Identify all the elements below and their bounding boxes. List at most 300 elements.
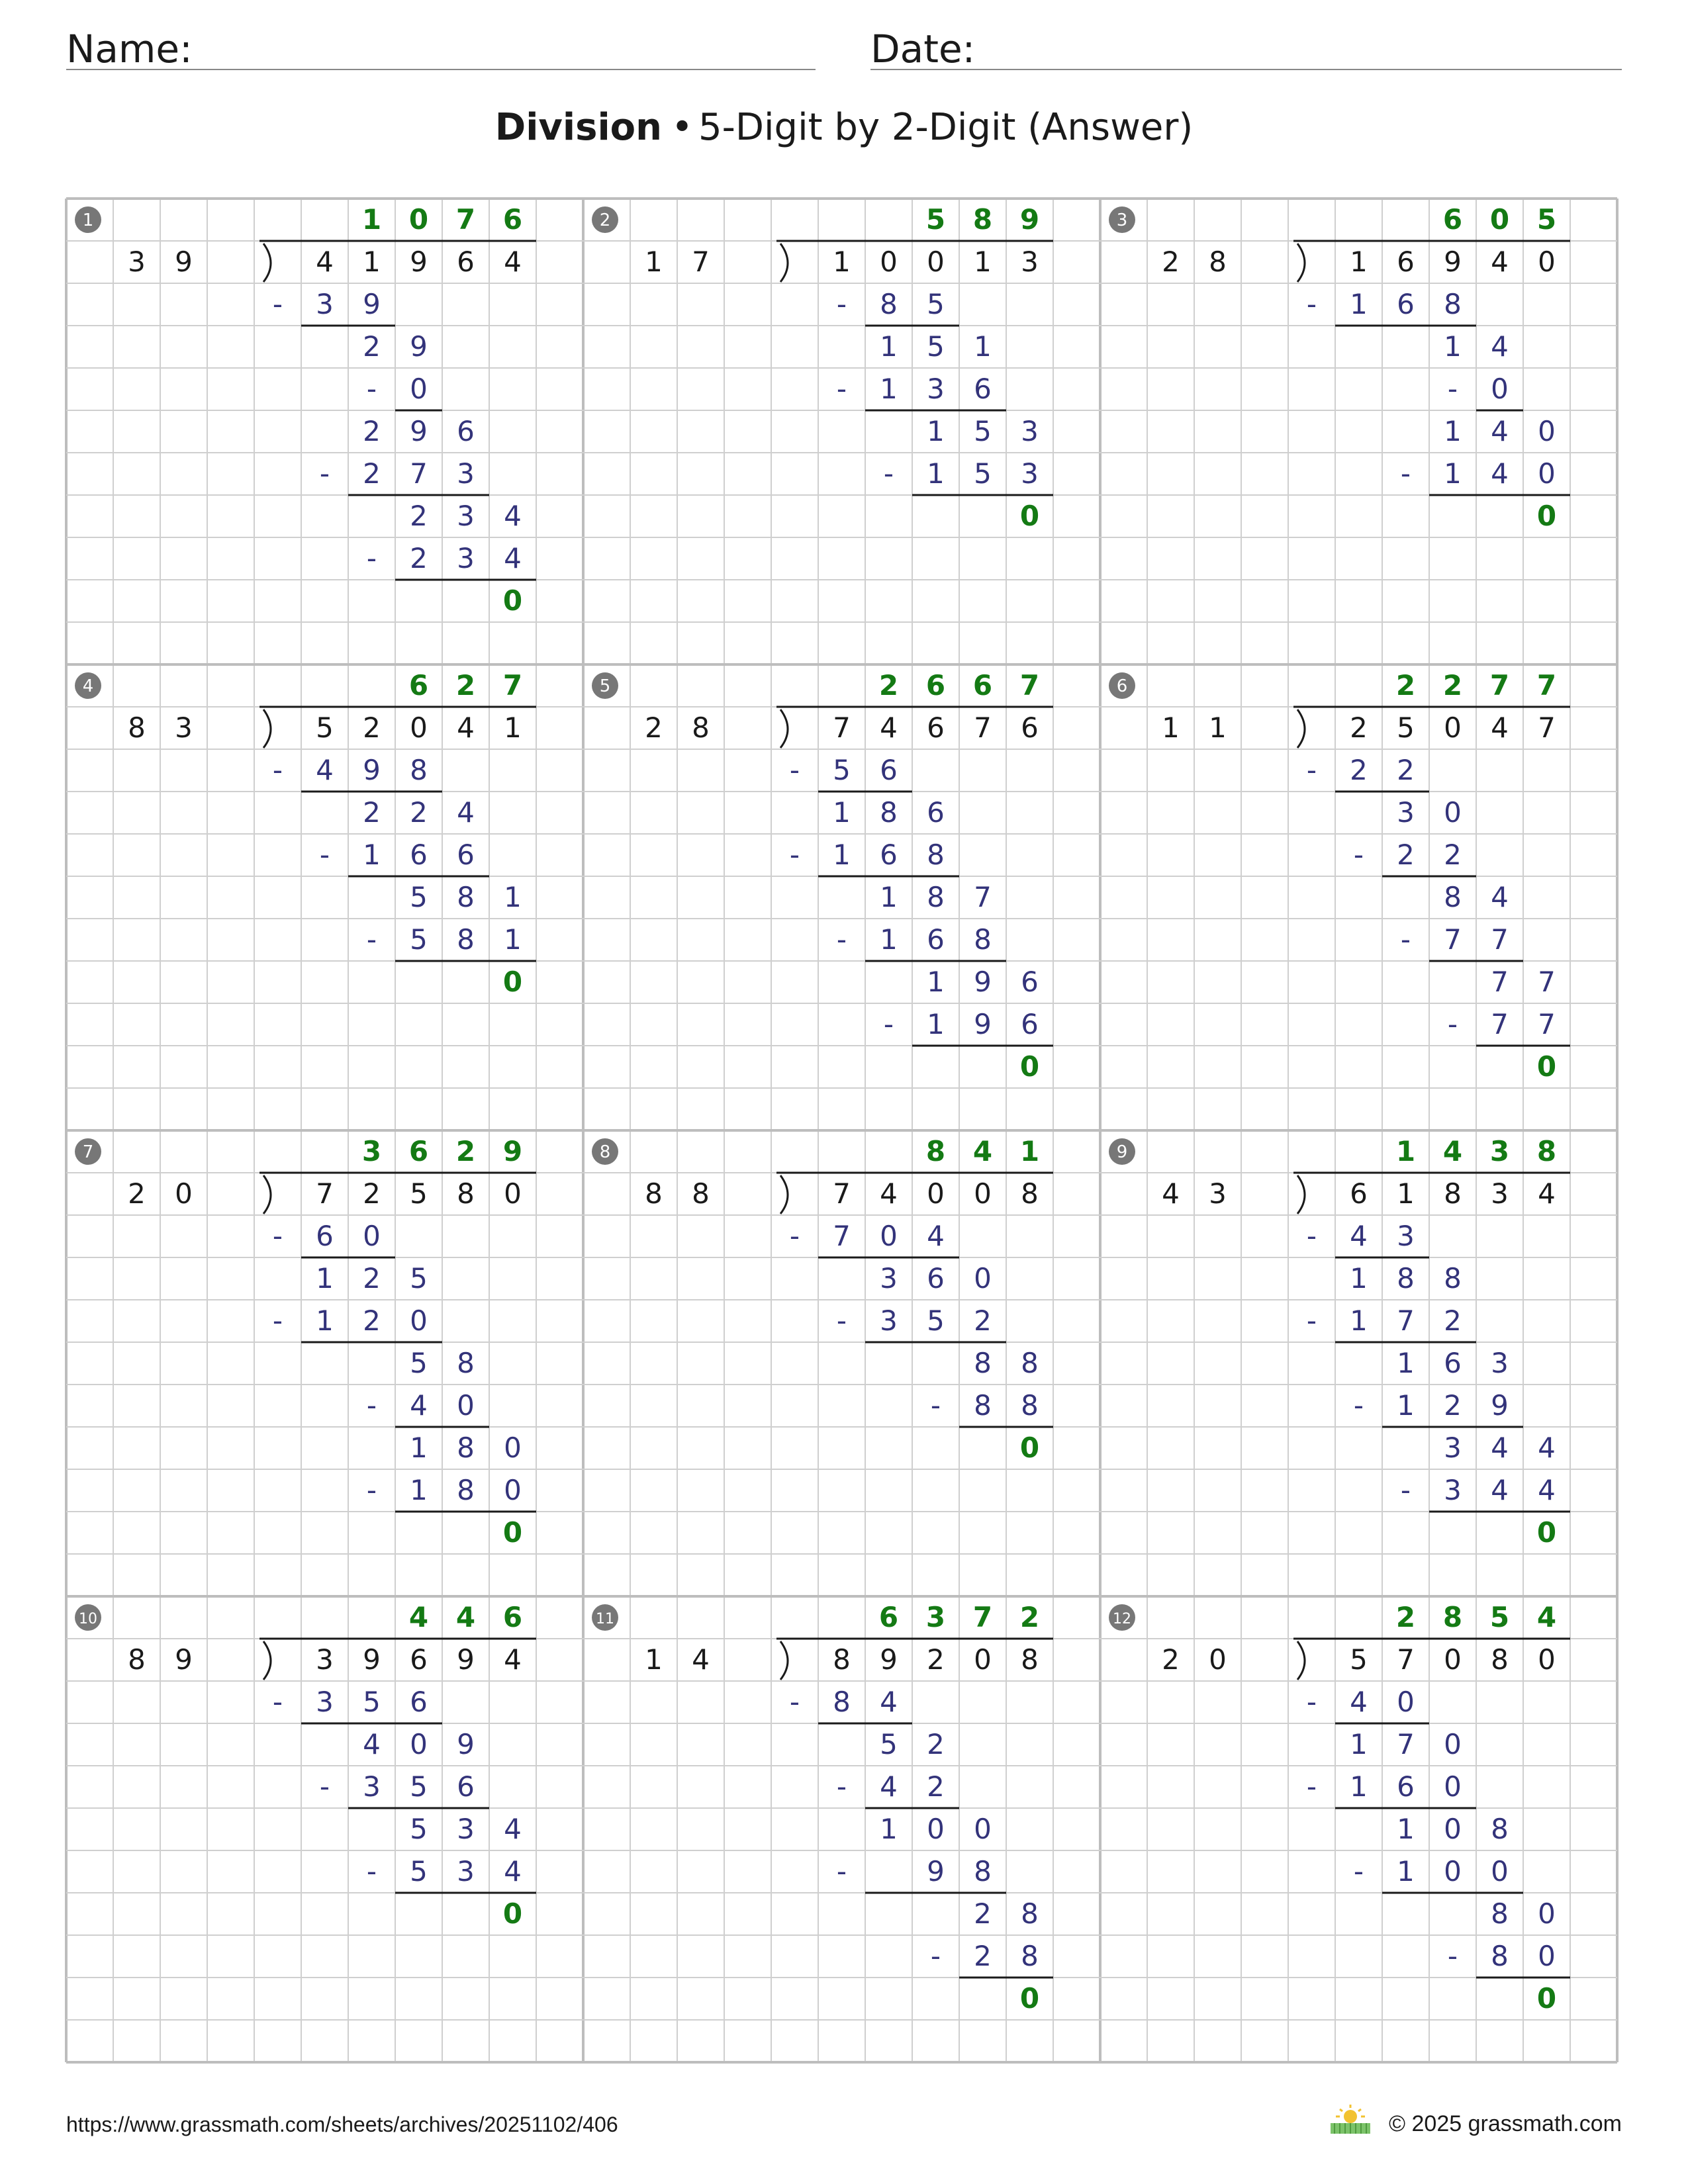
dividend-digit: 0 <box>504 1177 522 1210</box>
remainder-digit: 1 <box>1397 1347 1415 1379</box>
dividend-digit: 8 <box>833 1643 851 1676</box>
problem-number: 1 <box>82 210 94 230</box>
subtrahend-digit: 4 <box>316 754 334 786</box>
remainder-digit: 0 <box>1538 1897 1556 1930</box>
dividend-digit: 7 <box>833 1177 851 1210</box>
final-remainder: 0 <box>502 966 523 998</box>
quotient-digit: 8 <box>1536 1135 1557 1167</box>
minus-sign: - <box>836 288 847 320</box>
footer-url: https://www.grassmath.com/sheets/archives/20251102/406 <box>66 2113 618 2136</box>
remainder-digit: 3 <box>1397 796 1415 829</box>
subtrahend-digit: 6 <box>1397 1770 1415 1803</box>
subtrahend-digit: 2 <box>927 1770 945 1803</box>
remainder-digit: 7 <box>1491 966 1509 998</box>
subtrahend-digit: 6 <box>1397 288 1415 320</box>
quotient-digit: 5 <box>1489 1601 1510 1633</box>
remainder-digit: 8 <box>880 796 898 829</box>
subtrahend-digit: 6 <box>880 839 898 871</box>
subtrahend-digit: 2 <box>1444 1389 1462 1422</box>
date-label: Date: <box>870 26 976 71</box>
minus-sign: - <box>1353 839 1364 871</box>
remainder-digit: 0 <box>974 1262 992 1295</box>
subtrahend-digit: 9 <box>974 1008 992 1040</box>
dividend-digit: 0 <box>1538 1643 1556 1676</box>
subtrahend-digit: 8 <box>1021 1389 1039 1422</box>
subtrahend-digit: 6 <box>1021 1008 1039 1040</box>
problem-number: 6 <box>1116 676 1128 696</box>
divisor-digit: 2 <box>128 1177 146 1210</box>
minus-sign: - <box>319 839 330 871</box>
subtrahend-digit: 2 <box>363 1304 381 1337</box>
subtrahend-digit: 1 <box>1350 1770 1368 1803</box>
minus-sign: - <box>789 1686 800 1718</box>
remainder-digit: 3 <box>457 500 475 532</box>
subtrahend-digit: 0 <box>1444 1855 1462 1888</box>
final-remainder: 0 <box>502 1897 523 1930</box>
dividend-digit: 0 <box>974 1643 992 1676</box>
grassmath-logo-icon <box>1327 2103 1374 2135</box>
minus-sign: - <box>836 373 847 405</box>
minus-sign: - <box>272 1304 283 1337</box>
remainder-digit: 7 <box>974 881 992 913</box>
remainder-digit: 1 <box>880 1813 898 1845</box>
remainder-digit: 2 <box>363 1262 381 1295</box>
dividend-digit: 2 <box>927 1643 945 1676</box>
subtrahend-digit: 2 <box>1397 754 1415 786</box>
remainder-digit: 3 <box>457 1813 475 1845</box>
subtrahend-digit: 0 <box>363 1220 381 1252</box>
final-remainder: 0 <box>1536 1516 1557 1549</box>
remainder-digit: 2 <box>410 500 428 532</box>
subtrahend-digit: 5 <box>363 1686 381 1718</box>
dividend-digit: 0 <box>1444 711 1462 744</box>
quotient-digit: 6 <box>408 669 429 702</box>
problem-number: 5 <box>599 676 611 696</box>
subtrahend-digit: 8 <box>1491 1940 1509 1972</box>
subtrahend-digit: 8 <box>880 288 898 320</box>
subtrahend-digit: 6 <box>410 1686 428 1718</box>
remainder-digit: 6 <box>457 415 475 447</box>
remainder-digit: 1 <box>1350 1262 1368 1295</box>
remainder-digit: 8 <box>1397 1262 1415 1295</box>
minus-sign: - <box>1447 1940 1458 1972</box>
dividend-digit: 1 <box>833 246 851 278</box>
subtrahend-digit: 4 <box>410 1389 428 1422</box>
subtrahend-digit: 3 <box>457 1855 475 1888</box>
division-bracket <box>263 1641 271 1680</box>
dividend-digit: 8 <box>1021 1643 1039 1676</box>
name-label: Name: <box>66 26 193 71</box>
subtrahend-digit: 5 <box>927 288 945 320</box>
problem-number: 7 <box>82 1142 94 1162</box>
minus-sign: - <box>366 1389 377 1422</box>
minus-sign: - <box>272 1686 283 1718</box>
remainder-digit: 5 <box>927 330 945 363</box>
subtrahend-digit: 0 <box>504 1474 522 1506</box>
remainder-digit: 5 <box>410 1813 428 1845</box>
dividend-digit: 1 <box>504 711 522 744</box>
divisor-digit: 1 <box>1162 711 1180 744</box>
subtrahend-digit: 6 <box>974 373 992 405</box>
dividend-digit: 6 <box>1397 246 1415 278</box>
remainder-digit: 0 <box>1538 415 1556 447</box>
dividend-digit: 7 <box>974 711 992 744</box>
subtrahend-digit: 1 <box>1397 1855 1415 1888</box>
subtrahend-digit: 0 <box>410 373 428 405</box>
subtrahend-digit: 0 <box>410 1304 428 1337</box>
quotient-digit: 6 <box>1442 203 1463 236</box>
subtrahend-digit: 3 <box>457 542 475 574</box>
minus-sign: - <box>319 1770 330 1803</box>
quotient-digit: 3 <box>361 1135 382 1167</box>
division-bracket <box>263 244 271 282</box>
dividend-digit: 4 <box>1491 246 1509 278</box>
remainder-digit: 4 <box>1538 1432 1556 1464</box>
remainder-digit: 4 <box>1491 330 1509 363</box>
quotient-digit: 4 <box>972 1135 993 1167</box>
remainder-digit: 4 <box>457 796 475 829</box>
dividend-digit: 5 <box>1397 711 1415 744</box>
dividend-digit: 7 <box>316 1177 334 1210</box>
remainder-digit: 1 <box>974 330 992 363</box>
subtrahend-digit: 3 <box>1397 1220 1415 1252</box>
remainder-digit: 1 <box>1444 330 1462 363</box>
subtrahend-digit: 7 <box>410 457 428 490</box>
division-bracket <box>1297 1175 1305 1214</box>
remainder-digit: 4 <box>1491 881 1509 913</box>
subtrahend-digit: 8 <box>974 1389 992 1422</box>
quotient-digit: 4 <box>1442 1135 1463 1167</box>
division-bracket <box>780 1175 788 1214</box>
division-bracket <box>1297 1641 1305 1680</box>
minus-sign: - <box>366 923 377 956</box>
remainder-digit: 9 <box>410 330 428 363</box>
title-subtitle: 5-Digit by 2-Digit (Answer) <box>698 106 1194 149</box>
subtrahend-digit: 4 <box>927 1220 945 1252</box>
dividend-digit: 4 <box>457 711 475 744</box>
divisor-digit: 1 <box>645 1643 663 1676</box>
quotient-digit: 5 <box>1536 203 1557 236</box>
remainder-digit: 8 <box>1491 1813 1509 1845</box>
dividend-digit: 0 <box>410 711 428 744</box>
quotient-digit: 6 <box>878 1601 899 1633</box>
remainder-digit: 9 <box>974 966 992 998</box>
remainder-digit: 1 <box>504 881 522 913</box>
final-remainder: 0 <box>1019 1982 1040 2015</box>
quotient-digit: 7 <box>502 669 523 702</box>
division-bracket <box>263 709 271 748</box>
division-bracket <box>780 244 788 282</box>
remainder-digit: 0 <box>1444 796 1462 829</box>
dividend-digit: 5 <box>410 1177 428 1210</box>
remainder-digit: 9 <box>457 1728 475 1760</box>
remainder-digit: 4 <box>1491 1432 1509 1464</box>
subtrahend-digit: 0 <box>1397 1686 1415 1718</box>
dividend-digit: 0 <box>974 1177 992 1210</box>
remainder-digit: 1 <box>880 330 898 363</box>
dividend-digit: 1 <box>974 246 992 278</box>
subtrahend-digit: 1 <box>1350 1304 1368 1337</box>
quotient-digit: 4 <box>1536 1601 1557 1633</box>
dividend-digit: 9 <box>457 1643 475 1676</box>
quotient-digit: 6 <box>502 203 523 236</box>
quotient-digit: 6 <box>502 1601 523 1633</box>
subtrahend-digit: 3 <box>457 457 475 490</box>
dividend-digit: 9 <box>880 1643 898 1676</box>
subtrahend-digit: 6 <box>927 923 945 956</box>
division-bracket <box>780 709 788 748</box>
quotient-digit: 6 <box>925 669 946 702</box>
division-bracket <box>263 1175 271 1214</box>
dividend-digit: 4 <box>880 711 898 744</box>
subtrahend-digit: 7 <box>1444 923 1462 956</box>
minus-sign: - <box>366 1855 377 1888</box>
subtrahend-digit: 0 <box>1491 373 1509 405</box>
minus-sign: - <box>1306 288 1317 320</box>
remainder-digit: 6 <box>927 1262 945 1295</box>
subtrahend-digit: 6 <box>880 754 898 786</box>
problem-number: 4 <box>82 676 94 696</box>
subtrahend-digit: 8 <box>1444 288 1462 320</box>
minus-sign: - <box>272 1220 283 1252</box>
quotient-digit: 1 <box>361 203 382 236</box>
subtrahend-digit: 3 <box>1444 1474 1462 1506</box>
divisor-digit: 3 <box>175 711 193 744</box>
dividend-digit: 1 <box>1350 246 1368 278</box>
divisor-digit: 4 <box>1162 1177 1180 1210</box>
subtrahend-digit: 8 <box>457 923 475 956</box>
remainder-digit: 4 <box>363 1728 381 1760</box>
divisor-digit: 9 <box>175 246 193 278</box>
remainder-digit: 4 <box>504 1813 522 1845</box>
subtrahend-digit: 8 <box>833 1686 851 1718</box>
dividend-digit: 1 <box>1397 1177 1415 1210</box>
remainder-digit: 0 <box>927 1813 945 1845</box>
subtrahend-digit: 7 <box>1491 1008 1509 1040</box>
minus-sign: - <box>1400 1474 1411 1506</box>
subtrahend-digit: 2 <box>363 457 381 490</box>
problem-number: 12 <box>1113 1611 1131 1627</box>
divisor-digit: 9 <box>175 1643 193 1676</box>
minus-sign: - <box>1353 1389 1364 1422</box>
quotient-digit: 7 <box>1489 669 1510 702</box>
minus-sign: - <box>366 373 377 405</box>
quotient-digit: 1 <box>1019 1135 1040 1167</box>
dividend-digit: 8 <box>1491 1643 1509 1676</box>
problem-number: 11 <box>596 1611 614 1627</box>
minus-sign: - <box>1306 1220 1317 1252</box>
problem-number: 9 <box>1116 1142 1128 1162</box>
remainder-digit: 3 <box>1021 415 1039 447</box>
subtrahend-digit: 3 <box>880 1304 898 1337</box>
remainder-digit: 7 <box>1397 1728 1415 1760</box>
subtrahend-digit: 3 <box>1021 457 1039 490</box>
subtrahend-digit: 7 <box>1538 1008 1556 1040</box>
quotient-digit: 2 <box>1395 1601 1416 1633</box>
title-separator: • <box>671 106 694 149</box>
minus-sign: - <box>1306 1686 1317 1718</box>
subtrahend-digit: 7 <box>1491 923 1509 956</box>
remainder-digit: 1 <box>1444 415 1462 447</box>
problem-number: 3 <box>1116 210 1128 230</box>
dividend-digit: 4 <box>504 246 522 278</box>
dividend-digit: 3 <box>316 1643 334 1676</box>
final-remainder: 0 <box>1019 1050 1040 1083</box>
subtrahend-digit: 6 <box>457 839 475 871</box>
final-remainder: 0 <box>1536 1050 1557 1083</box>
dividend-digit: 4 <box>316 246 334 278</box>
remainder-digit: 1 <box>410 1432 428 1464</box>
quotient-digit: 6 <box>972 669 993 702</box>
minus-sign: - <box>1447 373 1458 405</box>
remainder-digit: 5 <box>410 881 428 913</box>
remainder-digit: 8 <box>974 1347 992 1379</box>
remainder-digit: 0 <box>410 1728 428 1760</box>
subtrahend-digit: 4 <box>1491 1474 1509 1506</box>
minus-sign: - <box>366 542 377 574</box>
dividend-digit: 6 <box>927 711 945 744</box>
quotient-digit: 5 <box>925 203 946 236</box>
divisor-digit: 2 <box>645 711 663 744</box>
quotient-digit: 7 <box>1019 669 1040 702</box>
subtrahend-digit: 4 <box>504 1855 522 1888</box>
minus-sign: - <box>1400 923 1411 956</box>
dividend-digit: 7 <box>833 711 851 744</box>
subtrahend-digit: 1 <box>410 1474 428 1506</box>
quotient-digit: 4 <box>455 1601 476 1633</box>
final-remainder: 0 <box>1019 500 1040 532</box>
final-remainder: 0 <box>1536 500 1557 532</box>
division-bracket <box>1297 244 1305 282</box>
remainder-digit: 1 <box>880 881 898 913</box>
quotient-digit: 9 <box>502 1135 523 1167</box>
subtrahend-digit: 2 <box>410 542 428 574</box>
title-main: Division <box>494 106 662 149</box>
remainder-digit: 3 <box>1491 1347 1509 1379</box>
subtrahend-digit: 5 <box>927 1304 945 1337</box>
minus-sign: - <box>1447 1008 1458 1040</box>
dividend-digit: 4 <box>1538 1177 1556 1210</box>
dividend-digit: 2 <box>363 711 381 744</box>
quotient-digit: 3 <box>1489 1135 1510 1167</box>
subtrahend-digit: 4 <box>1350 1686 1368 1718</box>
divisor-digit: 3 <box>128 246 146 278</box>
dividend-digit: 0 <box>927 246 945 278</box>
remainder-digit: 5 <box>974 415 992 447</box>
minus-sign: - <box>836 923 847 956</box>
minus-sign: - <box>883 1008 894 1040</box>
subtrahend-digit: 6 <box>410 839 428 871</box>
remainder-digit: 2 <box>363 796 381 829</box>
subtrahend-digit: 6 <box>316 1220 334 1252</box>
quotient-digit: 2 <box>455 1135 476 1167</box>
minus-sign: - <box>1306 1770 1317 1803</box>
minus-sign: - <box>789 1220 800 1252</box>
remainder-digit: 8 <box>927 881 945 913</box>
divisor-digit: 8 <box>645 1177 663 1210</box>
dividend-digit: 3 <box>1021 246 1039 278</box>
quotient-digit: 0 <box>1489 203 1510 236</box>
dividend-digit: 2 <box>363 1177 381 1210</box>
remainder-digit: 5 <box>880 1728 898 1760</box>
subtrahend-digit: 9 <box>1491 1389 1509 1422</box>
subtrahend-digit: 1 <box>316 1304 334 1337</box>
minus-sign: - <box>789 839 800 871</box>
remainder-digit: 8 <box>1021 1897 1039 1930</box>
subtrahend-digit: 9 <box>363 288 381 320</box>
quotient-digit: 9 <box>1019 203 1040 236</box>
subtrahend-digit: 1 <box>833 839 851 871</box>
quotient-digit: 2 <box>1395 669 1416 702</box>
subtrahend-digit: 9 <box>363 754 381 786</box>
remainder-digit: 8 <box>457 1347 475 1379</box>
quotient-digit: 2 <box>455 669 476 702</box>
remainder-digit: 2 <box>363 415 381 447</box>
dividend-digit: 7 <box>1538 711 1556 744</box>
subtrahend-digit: 0 <box>1538 457 1556 490</box>
subtrahend-digit: 8 <box>927 839 945 871</box>
divisor-digit: 4 <box>692 1643 710 1676</box>
subtrahend-digit: 5 <box>410 923 428 956</box>
subtrahend-digit: 8 <box>410 754 428 786</box>
remainder-digit: 2 <box>974 1897 992 1930</box>
dividend-digit: 1 <box>363 246 381 278</box>
dividend-digit: 4 <box>880 1177 898 1210</box>
dividend-digit: 9 <box>410 246 428 278</box>
dividend-digit: 5 <box>316 711 334 744</box>
subtrahend-digit: 9 <box>927 1855 945 1888</box>
quotient-digit: 0 <box>408 203 429 236</box>
minus-sign: - <box>930 1940 941 1972</box>
remainder-digit: 6 <box>927 796 945 829</box>
remainder-digit: 8 <box>1444 881 1462 913</box>
remainder-digit: 0 <box>974 1813 992 1845</box>
subtrahend-digit: 2 <box>974 1940 992 1972</box>
subtrahend-digit: 2 <box>1397 839 1415 871</box>
dividend-digit: 6 <box>1021 711 1039 744</box>
subtrahend-digit: 1 <box>504 923 522 956</box>
dividend-digit: 6 <box>457 246 475 278</box>
subtrahend-digit: 1 <box>1350 288 1368 320</box>
divisor-digit: 2 <box>1162 246 1180 278</box>
divisor-digit: 1 <box>645 246 663 278</box>
subtrahend-digit: 0 <box>880 1220 898 1252</box>
minus-sign: - <box>1400 457 1411 490</box>
footer-copyright: © 2025 grassmath.com <box>1389 2111 1622 2136</box>
subtrahend-digit: 7 <box>1397 1304 1415 1337</box>
subtrahend-digit: 8 <box>457 1474 475 1506</box>
quotient-digit: 4 <box>408 1601 429 1633</box>
minus-sign: - <box>1353 1855 1364 1888</box>
quotient-digit: 2 <box>1442 669 1463 702</box>
dividend-digit: 6 <box>1350 1177 1368 1210</box>
final-remainder: 0 <box>502 584 523 617</box>
subtrahend-digit: 0 <box>457 1389 475 1422</box>
problem-number: 8 <box>599 1142 611 1162</box>
subtrahend-digit: 0 <box>1538 1940 1556 1972</box>
divisor-digit: 2 <box>1162 1643 1180 1676</box>
quotient-digit: 8 <box>925 1135 946 1167</box>
subtrahend-digit: 0 <box>1444 1770 1462 1803</box>
divisor-digit: 0 <box>175 1177 193 1210</box>
division-bracket <box>780 1641 788 1680</box>
remainder-digit: 4 <box>1491 415 1509 447</box>
problem-number: 2 <box>599 210 611 230</box>
subtrahend-digit: 1 <box>880 923 898 956</box>
dividend-digit: 4 <box>504 1643 522 1676</box>
divisor-digit: 8 <box>1209 246 1227 278</box>
subtrahend-digit: 5 <box>410 1855 428 1888</box>
